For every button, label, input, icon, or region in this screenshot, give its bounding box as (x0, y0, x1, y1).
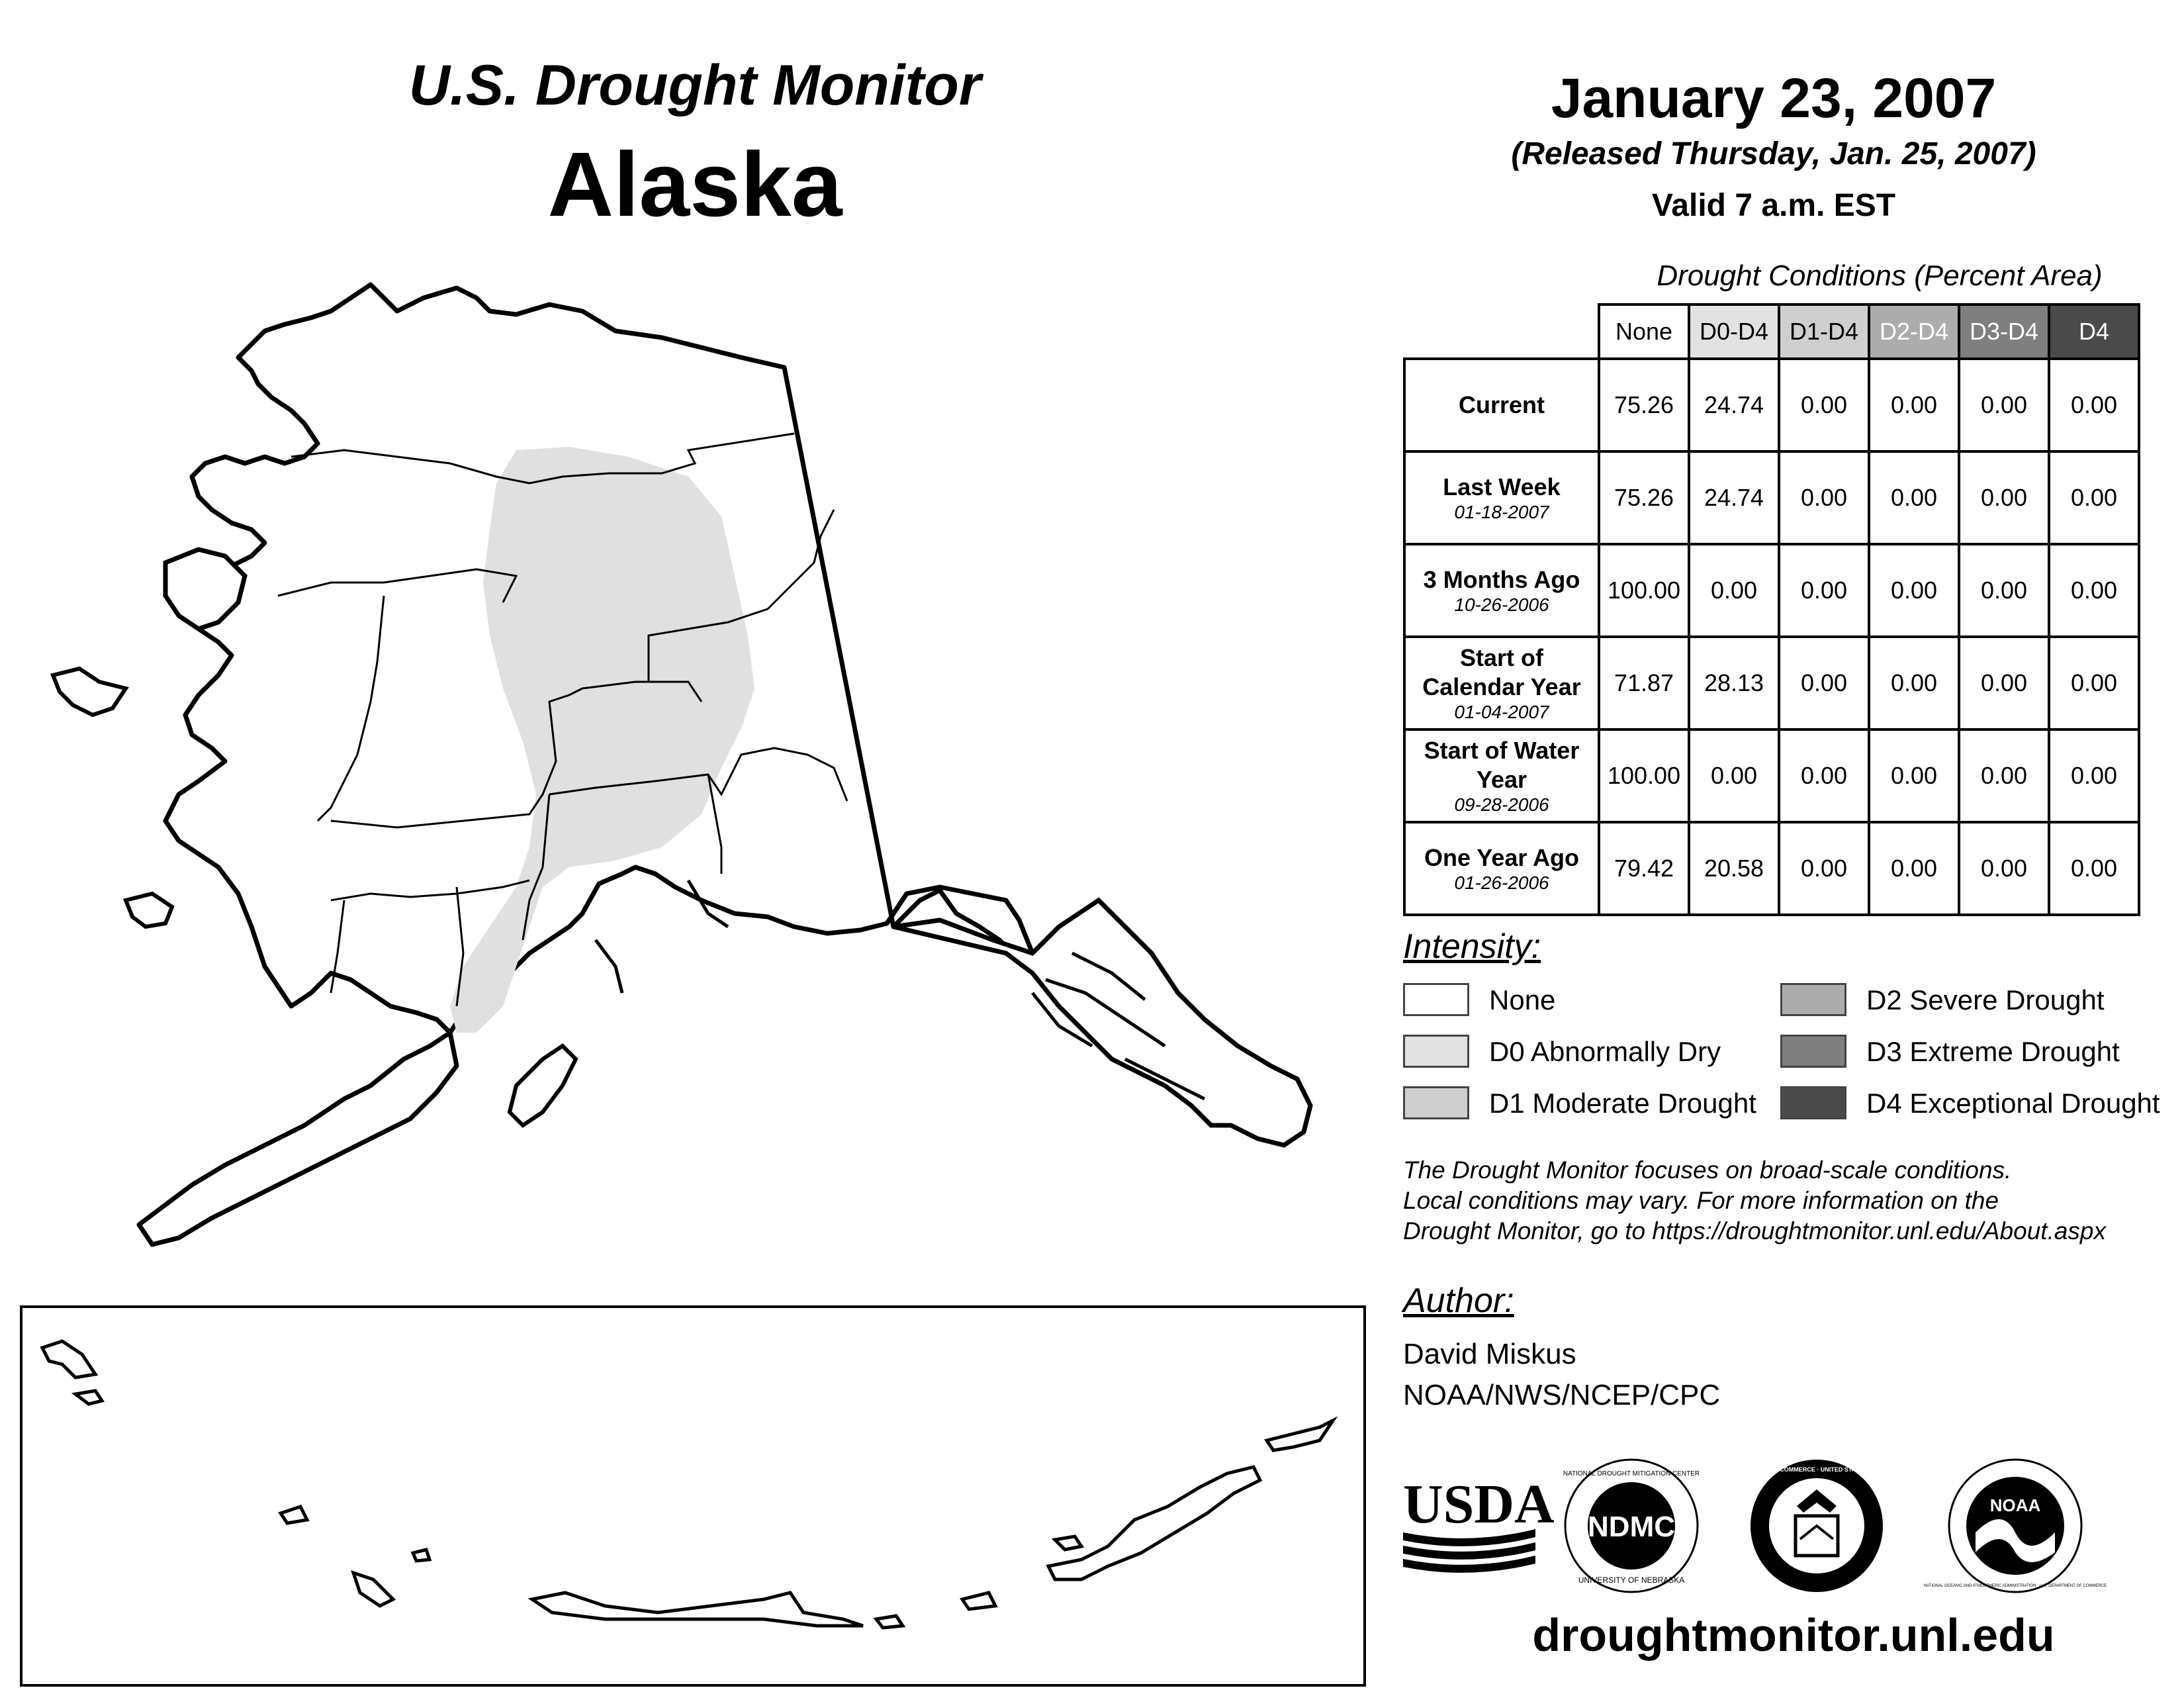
table-cell: 0.00 (2049, 729, 2139, 822)
commerce-ring-text: DEPARTMENT OF COMMERCE · UNITED STATES OF AMERICA (1727, 1466, 1907, 1473)
table-cell: 75.26 (1599, 451, 1689, 544)
table-header-row (1404, 305, 2139, 359)
partner-logos (1403, 1456, 2184, 1595)
table-cell: 0.00 (1779, 729, 1869, 822)
usda-logo-text: USDA (1403, 1474, 1555, 1535)
row-label-text: Current (1458, 391, 1545, 418)
table-cell: 79.42 (1599, 822, 1689, 915)
table-cell: 0.00 (2049, 451, 2139, 544)
table-cell: 100.00 (1599, 544, 1689, 637)
legend-label-none: None (1489, 984, 1556, 1015)
col-header-d3-d4: D3-D4 (1959, 305, 2049, 359)
table-cell: 0.00 (2049, 637, 2139, 729)
footer-url[interactable]: droughtmonitor.unl.edu (1532, 1609, 2055, 1661)
col-header-d2-d4: D2-D4 (1869, 305, 1959, 359)
row-label (1404, 359, 1599, 451)
table-cell: 0.00 (1959, 637, 2049, 729)
release-date: (Released Thursday, Jan. 25, 2007) (1511, 136, 2036, 171)
table-cell: 0.00 (1959, 822, 2049, 915)
table-row (1404, 637, 2139, 729)
aleutian-islands-map (23, 1308, 1363, 1684)
table-cell: 0.00 (1689, 729, 1779, 822)
ndmc-ring-bottom: UNIVERSITY OF NEBRASKA (1578, 1575, 1685, 1585)
valid-time: Valid 7 a.m. EST (1651, 188, 1896, 223)
table-cell: 100.00 (1599, 729, 1689, 822)
table-cell: 0.00 (2049, 359, 2139, 451)
table-cell: 0.00 (1869, 451, 1959, 544)
table-cell: 0.00 (1689, 544, 1779, 637)
author-heading: Author: (1403, 1282, 1514, 1320)
col-header-none: None (1599, 305, 1689, 359)
col-header-d0-d4: D0-D4 (1689, 305, 1779, 359)
table-cell: 0.00 (2049, 544, 2139, 637)
row-label (1404, 822, 1599, 915)
table-cell: 0.00 (1959, 451, 2049, 544)
table-row (1404, 544, 2139, 637)
ndmc-logo (1563, 1460, 1700, 1592)
table-header-blank (1404, 305, 1599, 359)
table-cell: 0.00 (1869, 359, 1959, 451)
noaa-logo-text: NOAA (1989, 1495, 2041, 1515)
table-cell: 0.00 (1779, 822, 1869, 915)
row-label-text: Start of Calendar Year (1422, 644, 1581, 700)
drought-conditions-table (1403, 303, 2140, 916)
legend-swatch-d0 (1403, 1035, 1469, 1068)
note-line: Drought Monitor, go to https://droughtmonitor.unl.edu/About.aspx (1403, 1217, 2106, 1244)
table-cell: 0.00 (1869, 544, 1959, 637)
legend-swatch-d4 (1780, 1086, 1846, 1119)
row-date: 01-26-2006 (1454, 872, 1549, 893)
legend-swatch-d3 (1780, 1035, 1846, 1068)
table-title: Drought Conditions (Percent Area) (1657, 259, 2103, 292)
table-cell: 0.00 (1779, 544, 1869, 637)
table-row (1404, 359, 2139, 451)
legend-label-d4: D4 Exceptional Drought (1866, 1088, 2160, 1119)
aleutian-inset (20, 1305, 1366, 1687)
legend-swatch-d1 (1403, 1086, 1469, 1119)
usda-logo (1403, 1474, 1555, 1573)
commerce-seal (1727, 1460, 1907, 1592)
table-cell: 0.00 (1959, 359, 2049, 451)
table-row (1404, 451, 2139, 544)
table-cell: 0.00 (1779, 359, 1869, 451)
table-cell: 28.13 (1689, 637, 1779, 729)
row-label-text: 3 Months Ago (1423, 566, 1580, 593)
legend-swatch-d2 (1780, 983, 1846, 1016)
table-cell: 0.00 (1869, 729, 1959, 822)
table-row (1404, 729, 2139, 822)
table-cell: 75.26 (1599, 359, 1689, 451)
row-label (1404, 451, 1599, 544)
table-cell: 20.58 (1689, 822, 1779, 915)
table-cell: 0.00 (1779, 451, 1869, 544)
noaa-ring-text: NATIONAL OCEANIC AND ATMOSPHERIC ADMINISTRATION · U.S. DEPARTMENT OF COMMERCE (1923, 1584, 2107, 1588)
table-cell: 0.00 (1779, 637, 1869, 729)
author-block (1403, 1334, 1720, 1416)
note-line: Local conditions may vary. For more information on the (1403, 1187, 1999, 1214)
legend-label-d1: D1 Moderate Drought (1489, 1088, 1756, 1119)
noaa-logo (1924, 1460, 2107, 1592)
row-label (1404, 729, 1599, 822)
table-cell: 0.00 (1959, 544, 2049, 637)
note-line: The Drought Monitor focuses on broad-scale conditions. (1403, 1156, 2012, 1184)
ndmc-ring-top: NATIONAL DROUGHT MITIGATION CENTER (1563, 1470, 1700, 1477)
row-label-text: Start of Water Year (1424, 737, 1580, 793)
table-cell: 24.74 (1689, 359, 1779, 451)
row-date: 10-26-2006 (1454, 594, 1549, 615)
row-label-text: One Year Ago (1424, 844, 1580, 871)
table-cell: 0.00 (1959, 729, 2049, 822)
row-label (1404, 544, 1599, 637)
intensity-heading: Intensity: (1403, 927, 1541, 966)
map-title: U.S. Drought Monitor (408, 54, 981, 117)
table-cell: 0.00 (1869, 822, 1959, 915)
author-org: NOAA/NWS/NCEP/CPC (1403, 1379, 1721, 1411)
region-title: Alaska (547, 134, 842, 236)
row-date: 01-18-2007 (1454, 502, 1549, 522)
legend-swatch-none (1403, 983, 1469, 1016)
legend-label-d3: D3 Extreme Drought (1866, 1036, 2120, 1067)
col-header-d4: D4 (2049, 305, 2139, 359)
map-date: January 23, 2007 (1551, 67, 1997, 129)
legend-label-d2: D2 Severe Drought (1866, 984, 2105, 1015)
row-date: 01-04-2007 (1454, 702, 1549, 722)
ndmc-logo-text: NDMC (1588, 1511, 1675, 1543)
table-cell: 0.00 (1869, 637, 1959, 729)
col-header-d1-d4: D1-D4 (1779, 305, 1869, 359)
table-cell: 0.00 (2049, 822, 2139, 915)
table-row (1404, 822, 2139, 915)
disclaimer-note (1403, 1155, 2184, 1246)
table-cell: 24.74 (1689, 451, 1779, 544)
alaska-map (0, 0, 1390, 1297)
author-name: David Miskus (1403, 1338, 1576, 1370)
row-date: 09-28-2006 (1454, 794, 1549, 815)
legend-label-d0: D0 Abnormally Dry (1489, 1036, 1721, 1067)
row-label (1404, 637, 1599, 729)
row-label-text: Last Week (1443, 473, 1561, 500)
table-cell: 71.87 (1599, 637, 1689, 729)
